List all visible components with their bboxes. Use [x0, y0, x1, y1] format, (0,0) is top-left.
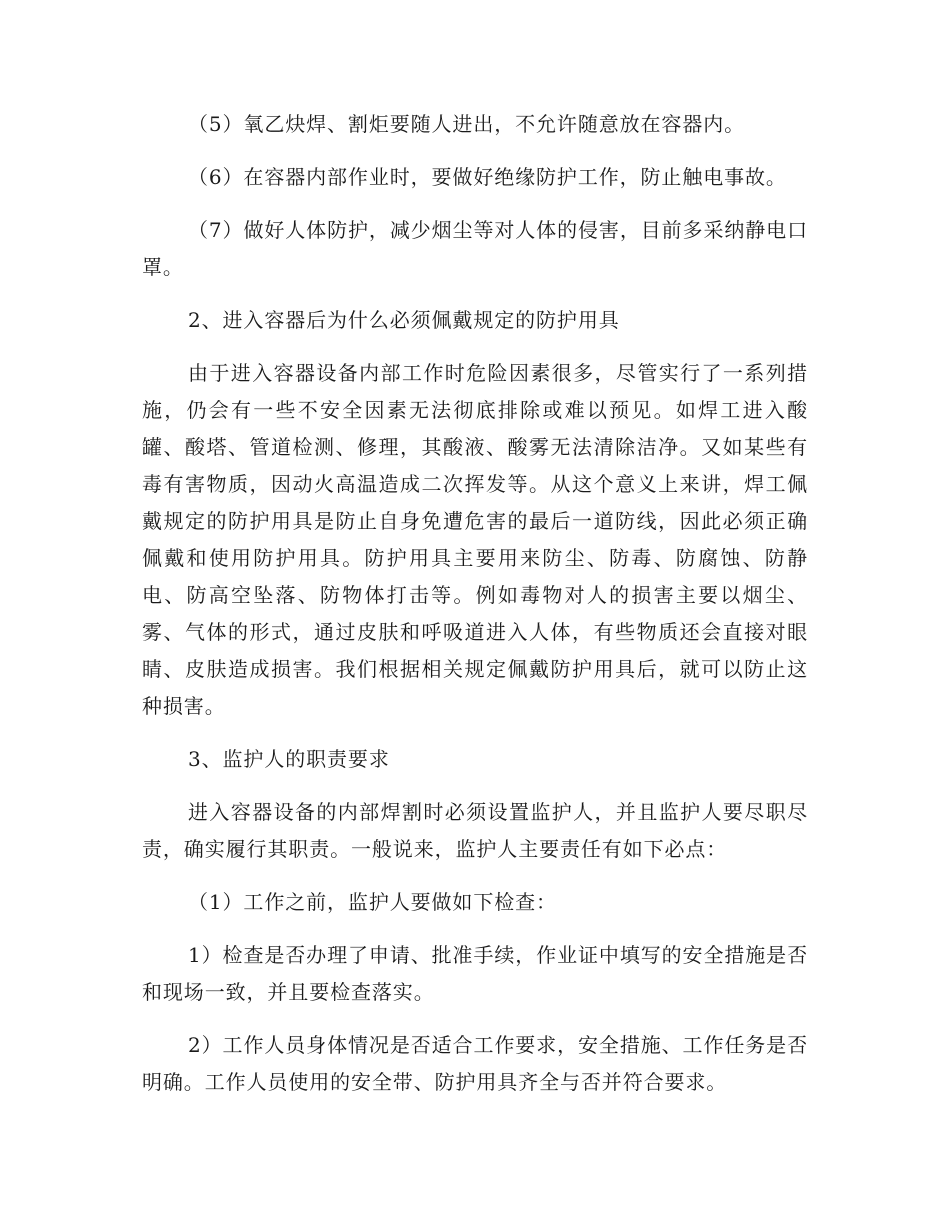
- paragraph-check-2: 2）工作人员身体情况是否适合工作要求，安全措施、工作任务是否明确。工作人员使用的安全带、防护用具齐全与否并符合要求。: [142, 1033, 808, 1094]
- document-body: [142, 106, 808, 1117]
- paragraph-item-6: （6）在容器内部作业时，要做好绝缘防护工作，防止触电事故。: [188, 165, 787, 189]
- paragraph-supervisor-duties: 进入容器设备的内部焊割时必须设置监护人，并且监护人要尽职尽责，确实履行其职责。一般说来，监护人主要责任有如下必点：: [142, 800, 808, 861]
- paragraph-pre-work-check: （1）工作之前，监护人要做如下检查：: [188, 890, 557, 914]
- section-heading-3: 3、监护人的职责要求: [188, 747, 390, 771]
- paragraph-item-7: （7）做好人体防护，减少烟尘等对人体的侵害，目前多采纳静电口罩。: [142, 218, 808, 279]
- paragraph-check-1: 1）检查是否办理了申请、批准手续，作业证中填写的安全措施是否和现场一致，并且要检查落实。: [142, 943, 808, 1004]
- section-heading-2: 2、进入容器后为什么必须佩戴规定的防护用具: [188, 308, 620, 332]
- paragraph-item-5: （5）氧乙炔焊、割炬要随人进出，不允许随意放在容器内。: [188, 112, 746, 136]
- paragraph-protective-gear: 由于进入容器设备内部工作时危险因素很多，尽管实行了一系列措施，仍会有一些不安全因素无法彻底排除或难以预见。如焊工进入酸罐、酸塔、管道检测、修理，其酸液、酸雾无法清除洁净。又如某些有毒有害物质，因动火高温造成二次挥发等。从这个意义上来讲，焊工佩戴规定的防护用具是防止自身免遭危害的最后一道防线，因此必须正确佩戴和使用防护用具。防护用具主要用来防尘、防毒、防腐蚀、防静电、防高空坠落、防物体打击等。例如毒物对人的损害主要以烟尘、雾、气体的形式，通过皮肤和呼吸道进入人体，有些物质还会直接对眼睛、皮肤造成损害。我们根据相关规定佩戴防护用具后，就可以防止这种损害。: [142, 361, 808, 718]
